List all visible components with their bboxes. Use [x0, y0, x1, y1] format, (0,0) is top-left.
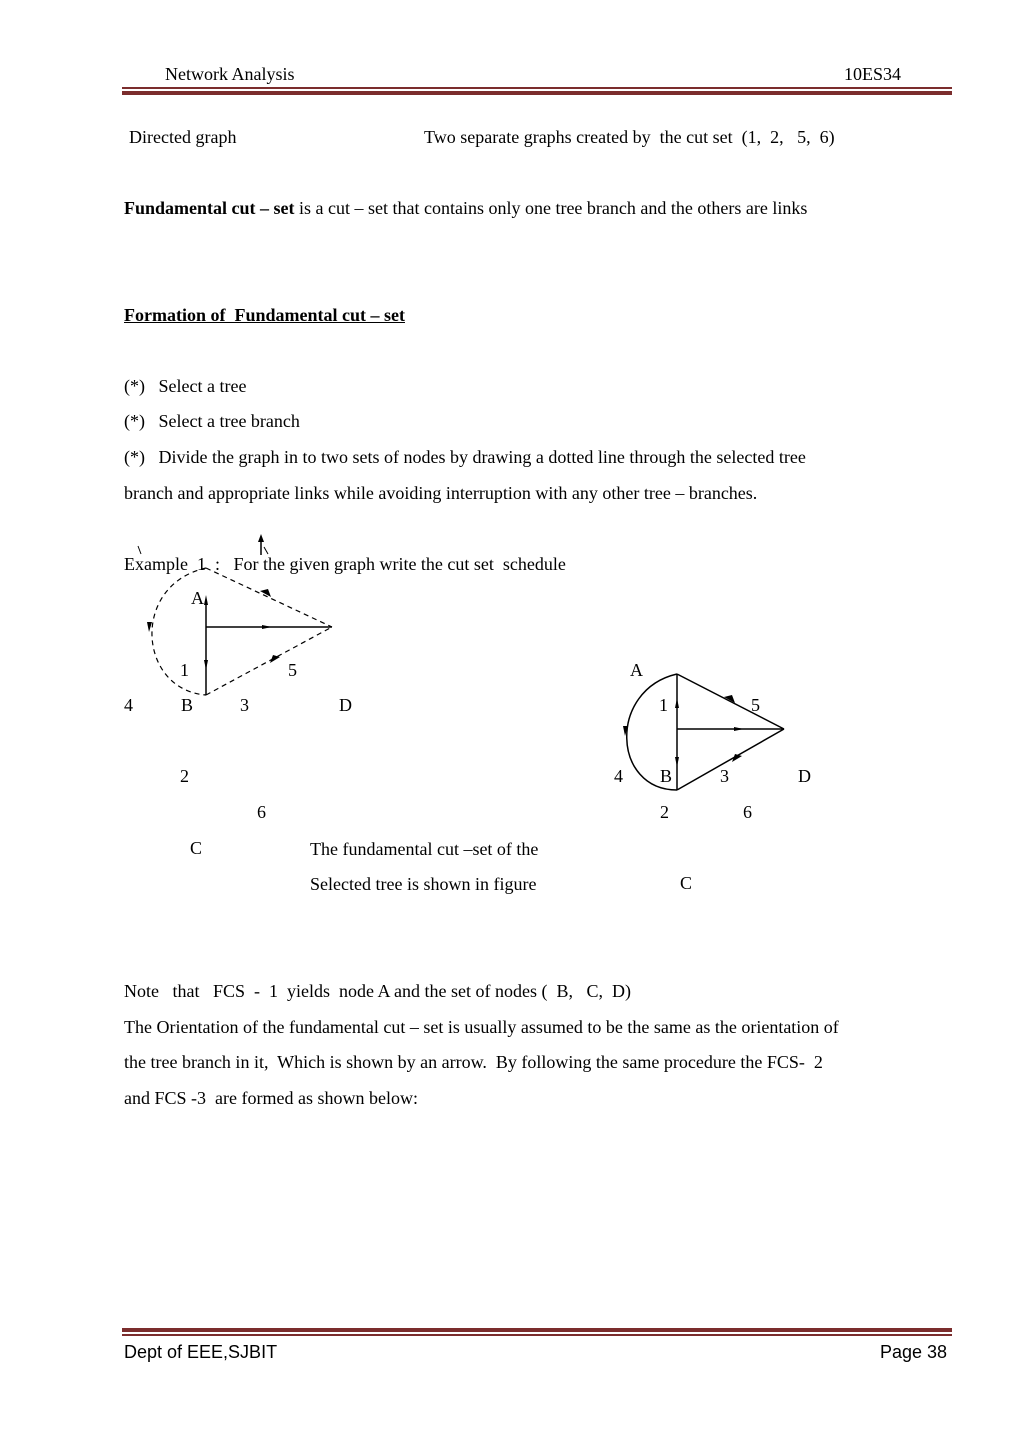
fig2-branch-1: 1: [659, 695, 668, 715]
footer-page-number: Page 38: [880, 1342, 948, 1362]
fig2-branch-4: 4: [614, 766, 623, 786]
figure-caption-line1: The fundamental cut –set of the: [310, 839, 539, 859]
footer-rule-thin: [122, 1334, 952, 1336]
fig2-branch-5: 5: [751, 695, 760, 715]
section-heading: Formation of Fundamental cut – set: [124, 305, 405, 325]
fig1-branch-2: 2: [180, 766, 189, 786]
fig1-branch-4: 4: [124, 695, 133, 715]
note-line: The Orientation of the fundamental cut – set is usually assumed to be the same as the orientation of: [124, 1017, 839, 1037]
footer-rule-thick: [122, 1328, 952, 1332]
cut-tick-right: [264, 547, 268, 554]
fig1-branch-6: 6: [257, 802, 266, 822]
fig2-lower-line: [677, 729, 784, 790]
header-code: 10ES34: [844, 64, 902, 84]
step-item: branch and appropriate links while avoiding interruption with any other tree – branches.: [124, 483, 758, 503]
fig2-arrowhead-down: [675, 757, 679, 767]
note-line: and FCS -3 are formed as shown below:: [124, 1088, 418, 1108]
fig2-branch-6: 6: [743, 802, 752, 822]
fig2-branch-2: 2: [660, 802, 669, 822]
step-item: (*) Select a tree: [124, 376, 247, 396]
fig1-node-a: A: [191, 588, 204, 608]
fig2-arrowhead-right: [734, 727, 744, 731]
step-item: (*) Divide the graph in to two sets of nodes by drawing a dotted line through the selected tree: [124, 447, 806, 467]
fig1-node-c: C: [190, 838, 203, 858]
dashed-upper-line: [206, 568, 332, 627]
note-line: the tree branch in it, Which is shown by an arrow. By following the same procedure the FCS- 2: [124, 1052, 823, 1072]
header-title: Network Analysis: [165, 64, 295, 84]
arrowhead-right: [262, 625, 272, 629]
cut-orientation-icon: [258, 534, 264, 542]
arrowhead-arc: [147, 622, 152, 632]
definition-term: Fundamental cut – set: [124, 198, 295, 218]
fig1-branch-1: 1: [180, 660, 189, 680]
fig2-node-c: C: [680, 873, 693, 893]
footer-department: Dept of EEE,SJBIT: [124, 1342, 278, 1362]
note-line: Note that FCS - 1 yields node A and the set of nodes ( B, C, D): [124, 981, 631, 1001]
fig2-upper-line: [677, 674, 784, 729]
example-statement: Example 1 : For the given graph write the cut set schedule: [124, 554, 566, 574]
fig1-branch-3: 3: [240, 695, 249, 715]
fig2-arrowhead-lower: [732, 754, 742, 762]
arrowhead-up: [204, 595, 208, 605]
fig2-branch-3: 3: [720, 766, 729, 786]
definition-text: is a cut – set that contains only one tree branch and the others are links: [294, 198, 808, 218]
fig2-node-d: D: [798, 766, 811, 786]
fig2-node-a: A: [630, 660, 643, 680]
dashed-lower-line: [206, 627, 332, 695]
fig1-node-d: D: [339, 695, 352, 715]
caption-directed-graph: Directed graph: [129, 127, 237, 147]
fig1-branch-5: 5: [288, 660, 297, 680]
caption-two-graphs: Two separate graphs created by the cut set (1, 2, 5, 6): [424, 127, 835, 147]
arrowhead-down: [204, 660, 208, 670]
cut-tick-left: [138, 546, 141, 554]
fig2-node-b: B: [660, 766, 673, 786]
figure-caption-line2: Selected tree is shown in figure: [310, 874, 537, 894]
fig1-node-b: B: [181, 695, 194, 715]
fig2-arrowhead-up: [675, 698, 679, 708]
step-item: (*) Select a tree branch: [124, 411, 300, 431]
